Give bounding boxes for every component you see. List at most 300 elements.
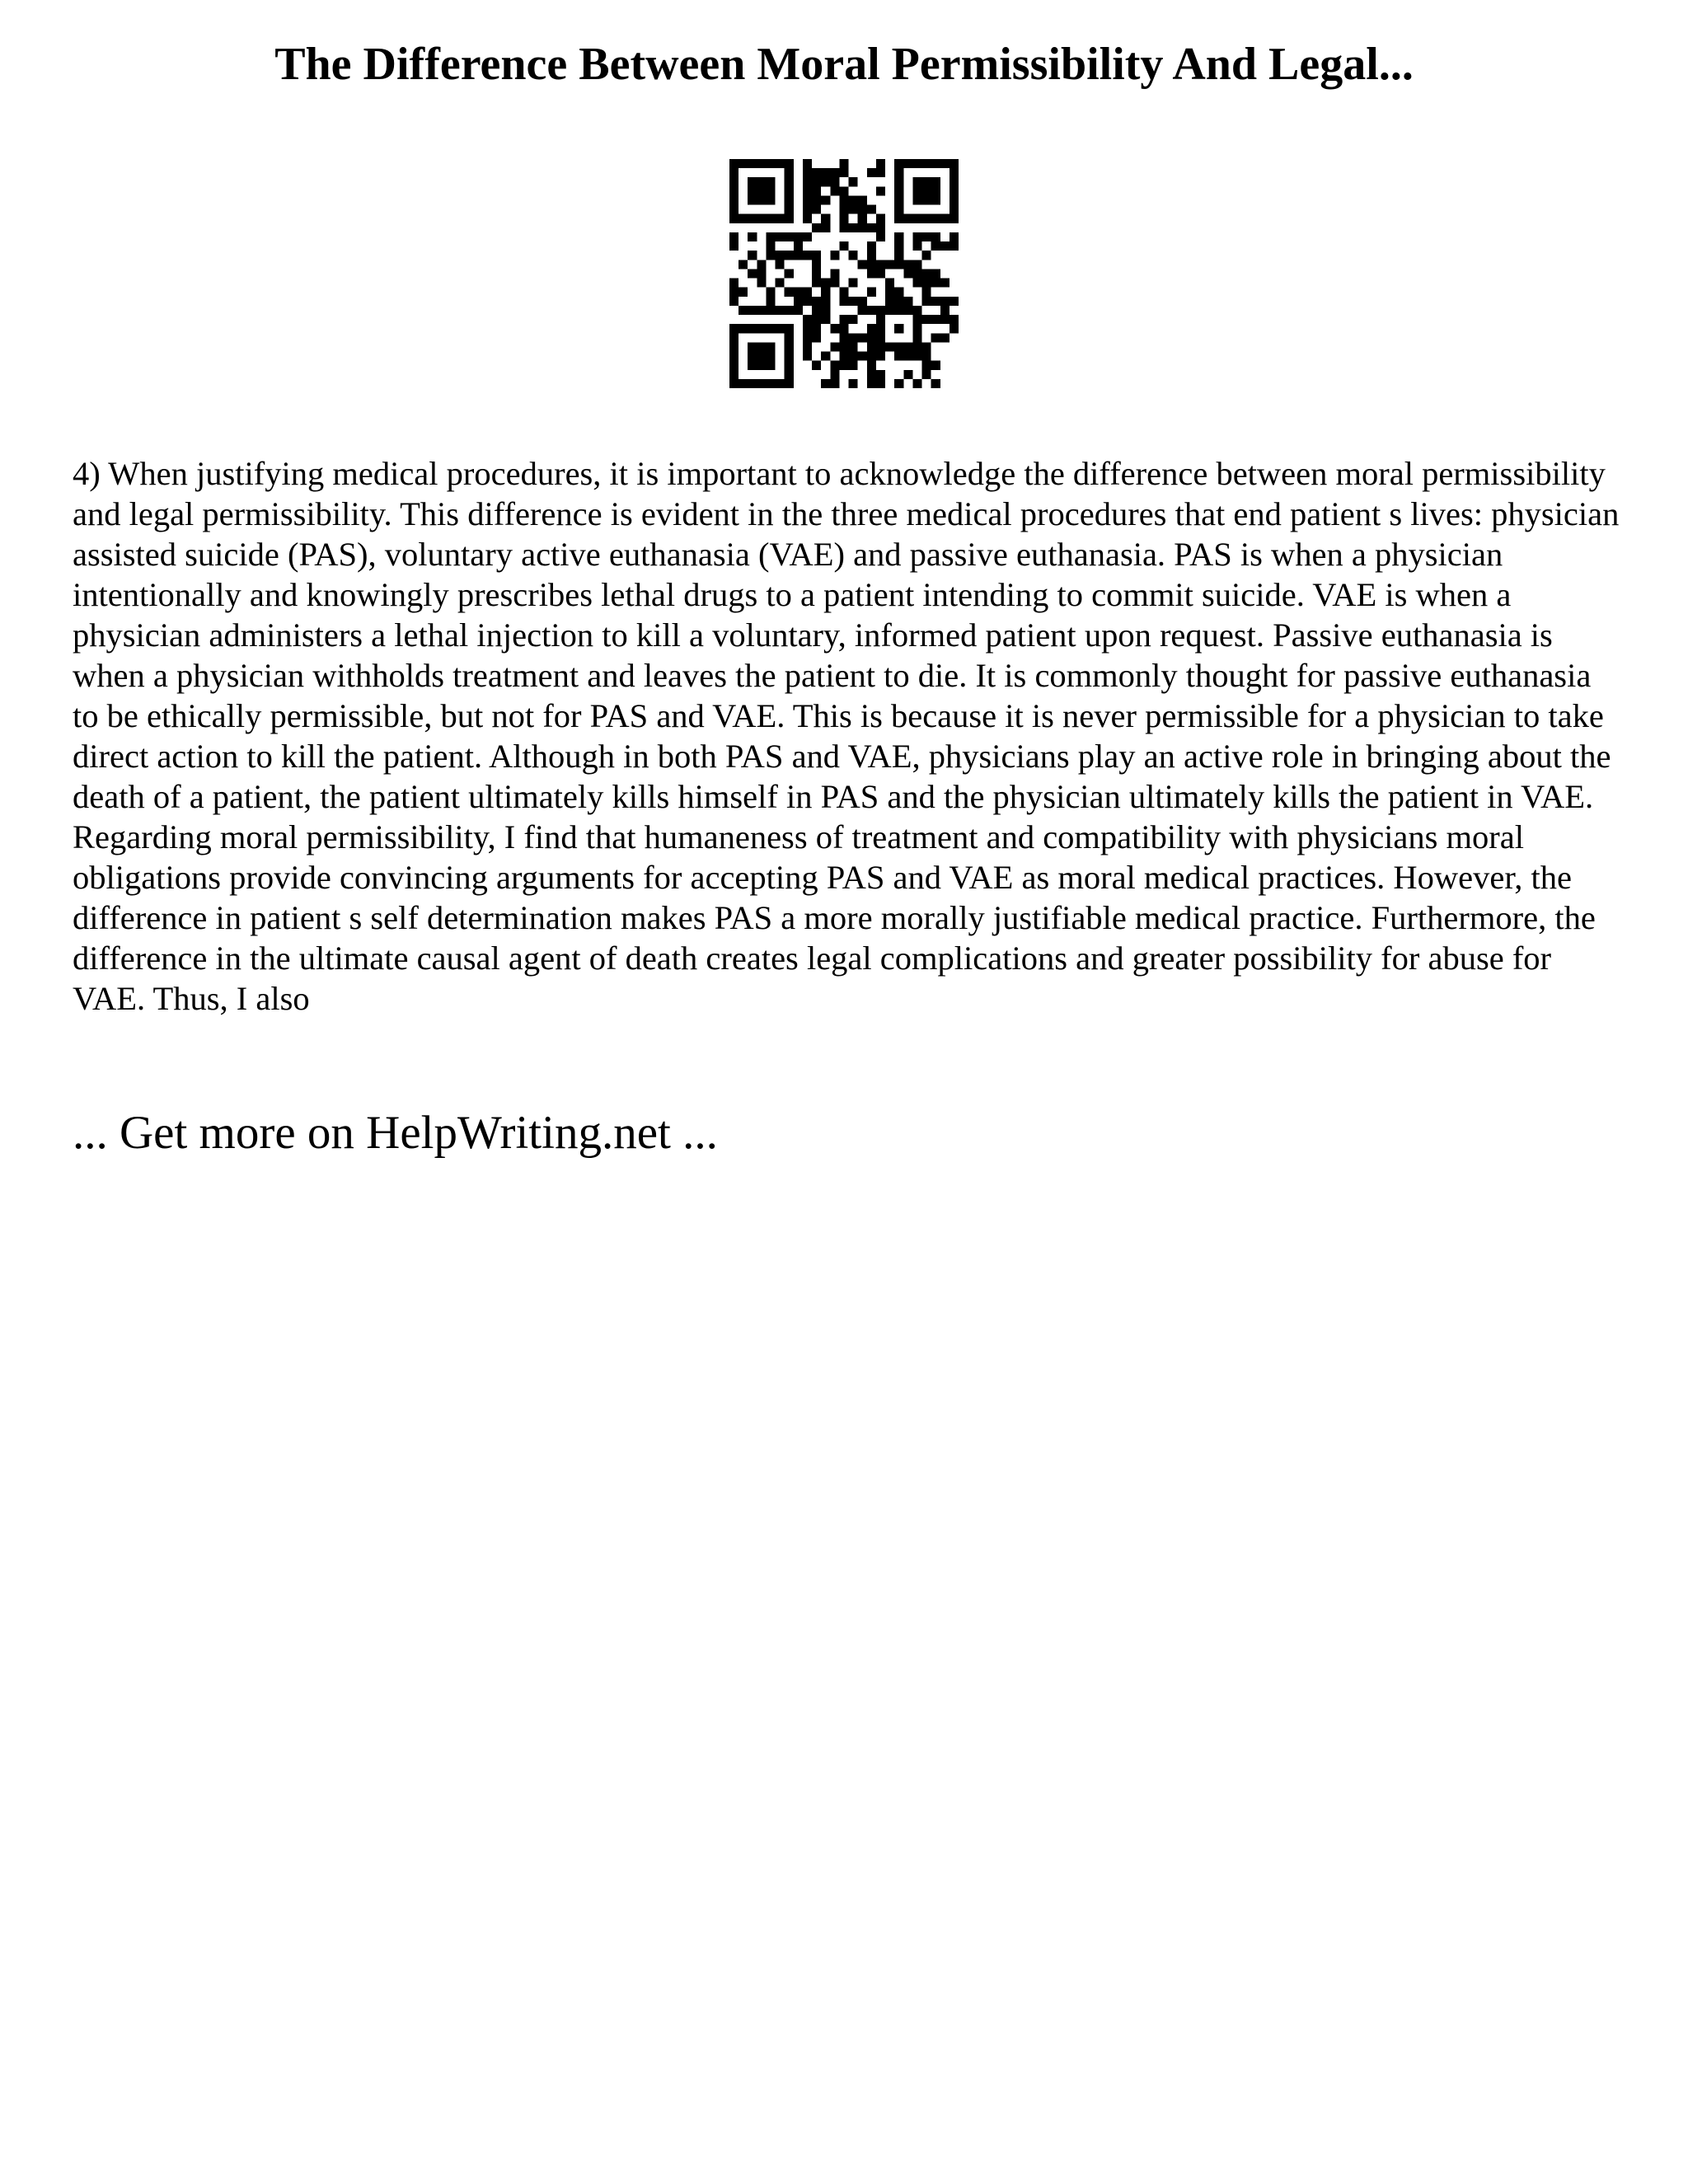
qr-module <box>950 205 959 214</box>
qr-module <box>839 297 848 306</box>
qr-module <box>803 297 812 306</box>
qr-module <box>785 232 794 241</box>
qr-module <box>876 223 885 232</box>
qr-module <box>785 269 794 278</box>
qr-module <box>922 251 931 260</box>
qr-module <box>858 306 867 315</box>
qr-module <box>748 324 757 333</box>
qr-module <box>894 306 903 315</box>
qr-module <box>867 269 876 278</box>
qr-module <box>729 168 738 177</box>
qr-module <box>950 214 959 223</box>
qr-module <box>729 333 738 342</box>
qr-module <box>839 168 848 177</box>
qr-module <box>922 214 931 223</box>
qr-module <box>867 379 876 388</box>
qr-module <box>803 214 812 223</box>
qr-module <box>729 214 738 223</box>
qr-module <box>785 306 794 315</box>
qr-module <box>785 361 794 370</box>
qr-module <box>867 306 876 315</box>
qr-module <box>830 186 839 195</box>
qr-module <box>776 251 785 260</box>
qr-module <box>776 379 785 388</box>
qr-module <box>766 195 775 204</box>
qr-module <box>940 241 950 251</box>
qr-module <box>776 159 785 168</box>
qr-module <box>738 379 748 388</box>
qr-module <box>876 370 885 379</box>
qr-module <box>830 342 839 351</box>
qr-module <box>812 260 821 269</box>
qr-module <box>858 260 867 269</box>
qr-module <box>876 306 885 315</box>
qr-module <box>729 370 738 379</box>
qr-module <box>867 361 876 370</box>
qr-module <box>912 279 921 288</box>
qr-module <box>922 352 931 361</box>
qr-module <box>912 269 921 278</box>
qr-module <box>912 159 921 168</box>
qr-module <box>876 214 885 223</box>
qr-module <box>794 306 803 315</box>
qr-module <box>876 269 885 278</box>
qr-module <box>922 370 931 379</box>
qr-module <box>839 159 848 168</box>
qr-module <box>885 279 894 288</box>
qr-module <box>812 333 821 342</box>
qr-module <box>729 195 738 204</box>
qr-module <box>785 214 794 223</box>
qr-module <box>903 260 912 269</box>
qr-module <box>812 306 821 315</box>
qr-module <box>922 232 931 241</box>
qr-module <box>729 241 738 251</box>
qr-module <box>903 297 912 306</box>
qr-module <box>738 288 748 297</box>
qr-module <box>912 306 921 315</box>
qr-module <box>766 177 775 186</box>
qr-module <box>812 279 821 288</box>
qr-module <box>931 195 940 204</box>
qr-module <box>940 279 950 288</box>
qr-module <box>839 342 848 351</box>
qr-module <box>812 177 821 186</box>
qr-module <box>776 324 785 333</box>
qr-module <box>729 205 738 214</box>
qr-module <box>812 168 821 177</box>
qr-module <box>830 361 839 370</box>
qr-module <box>867 251 876 260</box>
qr-module <box>729 232 738 241</box>
qr-module <box>839 186 848 195</box>
qr-module <box>812 269 821 278</box>
qr-module <box>849 315 858 324</box>
qr-module <box>757 324 766 333</box>
qr-module <box>912 342 921 351</box>
qr-module <box>912 333 921 342</box>
qr-module <box>867 370 876 379</box>
qr-module <box>931 279 940 288</box>
qr-module <box>821 288 830 297</box>
qr-module <box>931 214 940 223</box>
qr-module <box>950 315 959 324</box>
qr-module <box>867 241 876 251</box>
qr-module <box>912 241 921 251</box>
qr-module <box>903 370 912 379</box>
qr-module <box>748 195 757 204</box>
qr-module <box>912 324 921 333</box>
qr-module <box>876 379 885 388</box>
qr-module <box>912 352 921 361</box>
qr-module <box>803 159 812 168</box>
qr-module <box>776 306 785 315</box>
qr-module <box>894 186 903 195</box>
qr-module <box>757 159 766 168</box>
qr-module <box>748 269 757 278</box>
qr-module <box>821 315 830 324</box>
qr-module <box>867 288 876 297</box>
qr-module <box>729 186 738 195</box>
qr-module <box>830 168 839 177</box>
qr-module <box>803 205 812 214</box>
qr-module <box>738 159 748 168</box>
qr-module <box>757 269 766 278</box>
qr-module <box>931 379 940 388</box>
qr-module <box>803 186 812 195</box>
qr-module <box>858 214 867 223</box>
qr-module <box>766 186 775 195</box>
qr-module <box>894 177 903 186</box>
qr-module <box>912 315 921 324</box>
qr-module <box>858 223 867 232</box>
qr-module <box>821 168 830 177</box>
qr-module <box>839 361 848 370</box>
qr-module <box>748 379 757 388</box>
qr-module <box>931 315 940 324</box>
qr-module <box>894 379 903 388</box>
qr-module <box>748 361 757 370</box>
qr-module <box>757 195 766 204</box>
qr-module <box>940 159 950 168</box>
qr-module <box>785 195 794 204</box>
qr-module <box>748 352 757 361</box>
qr-module <box>950 168 959 177</box>
qr-module <box>894 324 903 333</box>
qr-module <box>912 260 921 269</box>
document-body: 4) When justifying medical procedures, it is important to acknowledge the difference between moral permissibility and legal permissibility. This difference is evident in the three medical procedures that end patient s lives: physician assisted suicide (PAS), voluntary active euthanasia (VAE) and passive euthanasia. PAS is when a physician intentionally and knowingly prescribes lethal drugs to a patient intending to commit suicide. VAE is when a physician administers a lethal injection to kill a voluntary, informed patient upon request. Passive euthanasia is when a physician withholds treatment and leaves the patient to die. It is commonly thought for passive euthanasia to be ethically permissible, but not for PAS and VAE. This is because it is never permissible for a physician to take direct action to kill the patient. Although in both PAS and VAE, physicians play an active role in bringing about the death of a patient, the patient ultimately kills himself in PAS and the physician ultimately kills the patient in VAE. Regarding moral permissibility, I find that humaneness of treatment and compatibility with physicians moral obligations provide convincing arguments for accepting PAS and VAE as moral medical practices. However, the difference in patient s self determination makes PAS a more morally justifiable medical practice. Furthermore, the difference in the ultimate causal agent of death creates legal complications and greater possibility for abuse for VAE. Thus, I also <box>73 455 1620 1017</box>
qr-module <box>748 177 757 186</box>
qr-module <box>766 352 775 361</box>
qr-module <box>785 251 794 260</box>
qr-module <box>849 195 858 204</box>
qr-module <box>912 379 921 388</box>
qr-module <box>858 352 867 361</box>
qr-module <box>894 205 903 214</box>
qr-module <box>931 186 940 195</box>
qr-module <box>940 214 950 223</box>
qr-module <box>766 324 775 333</box>
qr-module <box>922 186 931 195</box>
qr-module <box>729 159 738 168</box>
qr-module <box>950 324 959 333</box>
qr-module <box>794 251 803 260</box>
qr-module <box>766 342 775 351</box>
qr-module <box>748 306 757 315</box>
qr-module <box>757 279 766 288</box>
qr-module <box>876 232 885 241</box>
qr-module <box>849 333 858 342</box>
qr-module <box>785 379 794 388</box>
qr-module <box>738 324 748 333</box>
qr-module <box>766 361 775 370</box>
qr-module <box>950 186 959 195</box>
qr-module <box>821 306 830 315</box>
qr-module <box>867 342 876 351</box>
qr-module <box>839 324 848 333</box>
qr-module <box>812 361 821 370</box>
qr-module <box>931 361 940 370</box>
qr-module <box>849 177 858 186</box>
qr-module <box>885 260 894 269</box>
qr-module <box>757 186 766 195</box>
qr-module <box>812 315 821 324</box>
qr-module <box>785 177 794 186</box>
qr-module <box>912 195 921 204</box>
qr-module <box>821 214 830 223</box>
qr-module <box>785 288 794 297</box>
qr-module <box>894 214 903 223</box>
qr-module <box>812 297 821 306</box>
qr-module <box>931 269 940 278</box>
qr-module <box>729 324 738 333</box>
qr-module <box>839 352 848 361</box>
qr-module <box>785 186 794 195</box>
qr-module <box>839 214 848 223</box>
qr-module <box>766 306 775 315</box>
qr-module <box>821 352 830 361</box>
qr-module <box>785 370 794 379</box>
qr-module <box>830 251 839 260</box>
qr-module <box>757 342 766 351</box>
qr-module <box>839 315 848 324</box>
qr-module <box>830 379 839 388</box>
qr-module <box>766 159 775 168</box>
qr-module <box>757 260 766 269</box>
qr-module <box>903 342 912 351</box>
qr-module <box>903 269 912 278</box>
qr-module <box>950 241 959 251</box>
qr-module <box>894 168 903 177</box>
qr-module <box>849 223 858 232</box>
qr-module <box>766 214 775 223</box>
qr-module <box>839 288 848 297</box>
qr-module <box>785 352 794 361</box>
qr-module <box>766 288 775 297</box>
qr-module <box>931 232 940 241</box>
qr-module <box>922 279 931 288</box>
qr-module <box>876 186 885 195</box>
qr-module <box>812 186 821 195</box>
qr-module <box>748 232 757 241</box>
qr-module <box>729 279 738 288</box>
qr-module <box>794 288 803 297</box>
qr-module <box>894 342 903 351</box>
qr-module <box>876 260 885 269</box>
qr-module <box>940 315 950 324</box>
qr-module <box>894 297 903 306</box>
qr-module <box>757 214 766 223</box>
qr-module <box>867 333 876 342</box>
qr-module <box>785 168 794 177</box>
qr-module <box>922 269 931 278</box>
qr-module <box>785 342 794 351</box>
qr-module <box>803 342 812 351</box>
qr-module <box>867 223 876 232</box>
qr-code-icon <box>729 159 959 388</box>
qr-module <box>794 297 803 306</box>
qr-module <box>803 251 812 260</box>
qr-module <box>940 333 950 342</box>
qr-module <box>931 241 940 251</box>
qr-module <box>729 177 738 186</box>
qr-module <box>849 297 858 306</box>
qr-module <box>803 177 812 186</box>
qr-module <box>839 223 848 232</box>
qr-module <box>748 342 757 351</box>
qr-module <box>903 214 912 223</box>
qr-module <box>876 324 885 333</box>
qr-module <box>830 279 839 288</box>
qr-module <box>748 186 757 195</box>
qr-module <box>729 288 738 297</box>
qr-module <box>885 297 894 306</box>
qr-module <box>766 297 775 306</box>
qr-module <box>729 352 738 361</box>
qr-module <box>821 297 830 306</box>
qr-module <box>950 177 959 186</box>
qr-module <box>738 260 748 269</box>
qr-module <box>912 214 921 223</box>
qr-module <box>903 159 912 168</box>
qr-module <box>894 195 903 204</box>
qr-module <box>894 232 903 241</box>
qr-module <box>821 279 830 288</box>
qr-module <box>738 306 748 315</box>
qr-module <box>858 297 867 306</box>
qr-module <box>803 288 812 297</box>
qr-module <box>885 342 894 351</box>
qr-module <box>849 251 858 260</box>
qr-module <box>766 241 775 251</box>
qr-module <box>766 251 775 260</box>
qr-module <box>922 195 931 204</box>
qr-module <box>894 159 903 168</box>
qr-module <box>849 352 858 361</box>
qr-module <box>776 232 785 241</box>
qr-module <box>729 379 738 388</box>
qr-module <box>950 297 959 306</box>
qr-module <box>766 379 775 388</box>
qr-module <box>858 333 867 342</box>
qr-module <box>785 205 794 214</box>
qr-module <box>849 379 858 388</box>
qr-module <box>803 232 812 241</box>
qr-module <box>931 177 940 186</box>
qr-module <box>803 333 812 342</box>
qr-module <box>803 352 812 361</box>
qr-module <box>785 159 794 168</box>
document-title: The Difference Between Moral Permissibility And Legal... <box>274 39 1414 90</box>
qr-module <box>849 342 858 351</box>
qr-module <box>812 205 821 214</box>
qr-module <box>922 342 931 351</box>
qr-module <box>748 159 757 168</box>
qr-module <box>839 205 848 214</box>
qr-module <box>830 269 839 278</box>
qr-module <box>858 205 867 214</box>
qr-module <box>922 315 931 324</box>
qr-module <box>903 306 912 315</box>
qr-module <box>830 177 839 186</box>
get-more-link[interactable]: ... Get more on HelpWriting.net ... <box>73 1107 718 1159</box>
qr-module <box>867 205 876 214</box>
qr-module <box>794 241 803 251</box>
qr-module <box>785 333 794 342</box>
qr-module <box>894 260 903 269</box>
qr-module <box>931 333 940 342</box>
qr-module <box>830 370 839 379</box>
qr-module <box>729 297 738 306</box>
qr-module <box>922 288 931 297</box>
qr-module <box>830 324 839 333</box>
qr-module <box>757 177 766 186</box>
qr-module <box>931 159 940 168</box>
qr-module <box>912 177 921 186</box>
qr-module <box>748 251 757 260</box>
qr-module <box>748 214 757 223</box>
qr-module <box>894 352 903 361</box>
qr-module <box>776 260 785 269</box>
qr-module <box>931 297 940 306</box>
qr-module <box>876 342 885 351</box>
qr-module <box>867 352 876 361</box>
qr-module <box>912 232 921 241</box>
qr-module <box>885 306 894 315</box>
qr-module <box>766 232 775 241</box>
qr-module <box>803 195 812 204</box>
qr-module <box>885 288 894 297</box>
qr-module <box>922 177 931 186</box>
qr-module <box>757 306 766 315</box>
qr-module <box>812 324 821 333</box>
qr-module <box>876 333 885 342</box>
qr-module <box>849 361 858 370</box>
qr-module <box>776 279 785 288</box>
qr-module <box>894 288 903 297</box>
qr-module <box>803 315 812 324</box>
qr-module <box>849 279 858 288</box>
qr-module <box>794 232 803 241</box>
qr-module <box>821 223 830 232</box>
qr-module <box>940 306 950 315</box>
qr-module <box>858 195 867 204</box>
qr-module <box>757 379 766 388</box>
qr-module <box>876 315 885 324</box>
qr-module <box>950 159 959 168</box>
qr-module <box>812 251 821 260</box>
qr-module <box>812 223 821 232</box>
